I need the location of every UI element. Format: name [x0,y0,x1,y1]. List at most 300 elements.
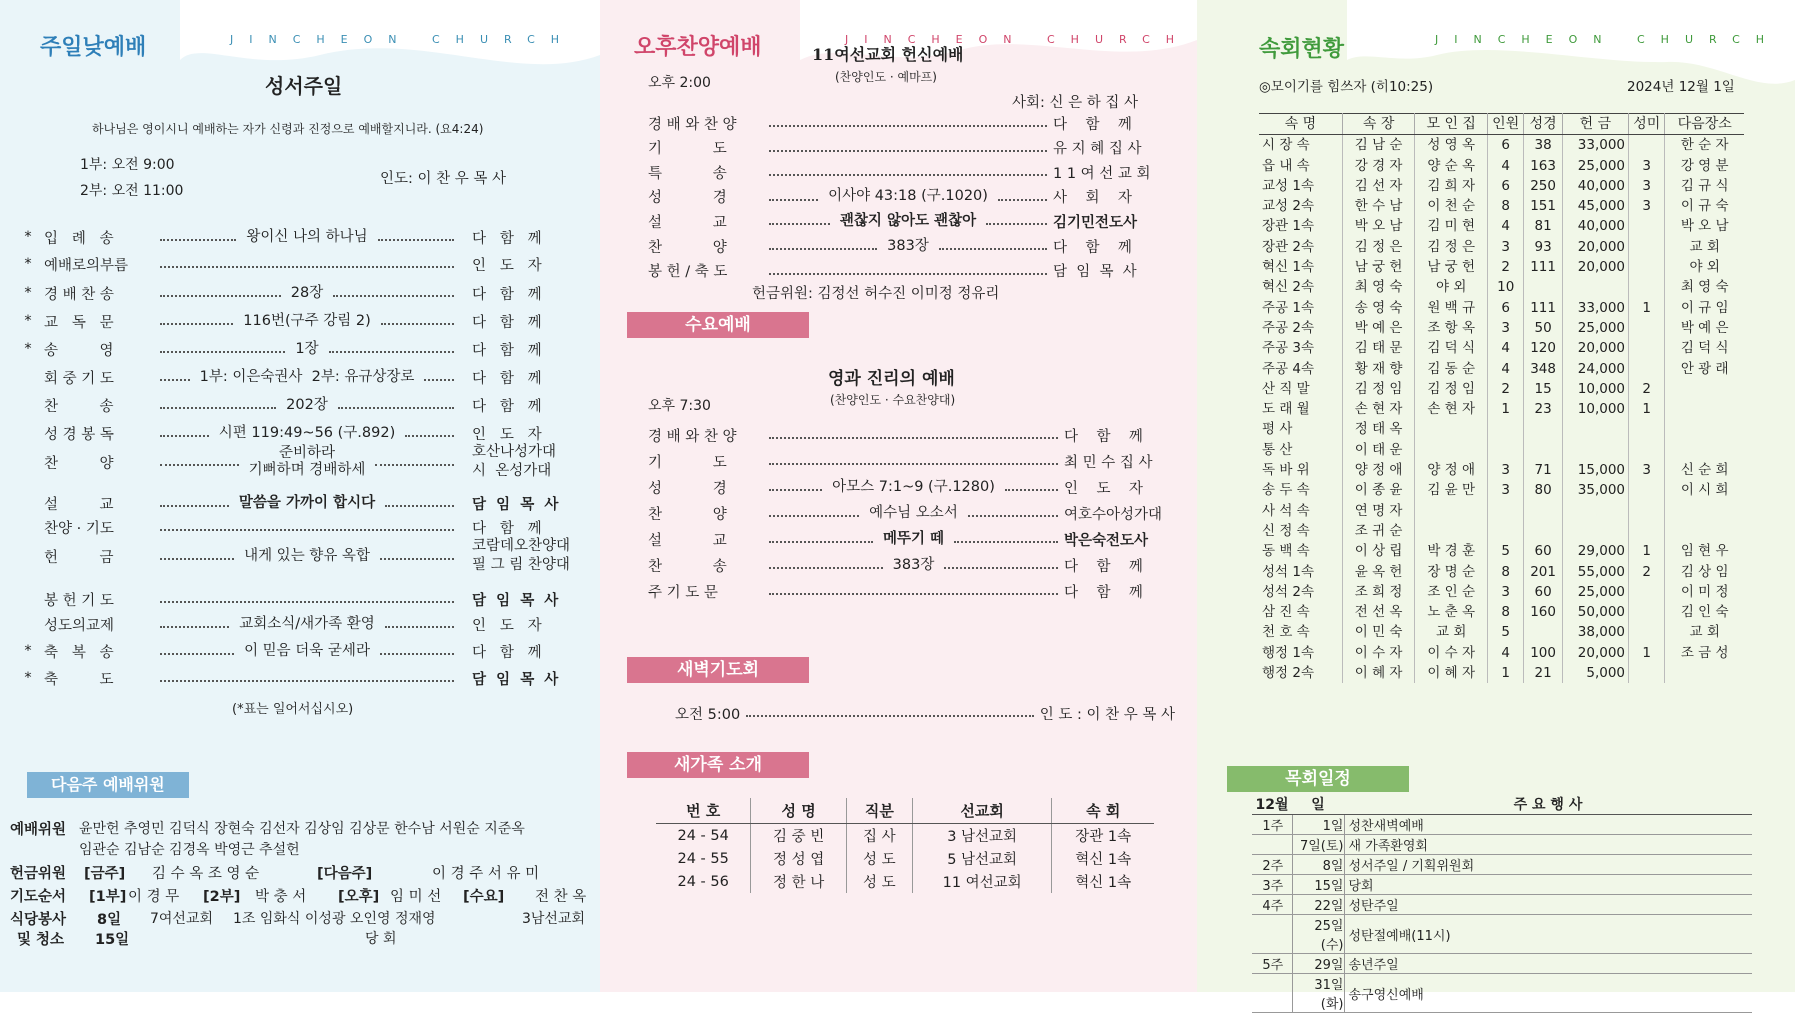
table-cell: 4주 [1252,895,1292,915]
order-item-name: 기 도 [648,454,727,471]
dot-leader [160,558,234,560]
brand-mark: JINCHEON CHURCH [1435,33,1781,46]
table-header: 주 요 행 사 [1344,794,1752,815]
table-cell: 성탄절예배(11시) [1344,915,1752,954]
table-cell: 25,000 [1562,156,1628,176]
table-cell: 60 [1524,582,1562,602]
table-cell: 29일 [1292,954,1344,974]
table-cell [1524,521,1562,541]
order-item-leader: 유 지 혜 집 사 [1053,141,1142,158]
table-cell: 10,000 [1562,399,1628,419]
table-cell: 11 여선교회 [912,870,1052,893]
dot-leader [160,464,239,466]
dot-leader [769,223,830,225]
dot-leader [160,295,281,297]
table-cell: 8 [1488,602,1524,622]
table-cell: 2 [1629,379,1665,399]
table-cell: 천 호 속 [1259,622,1342,642]
offering-this-week-names: 김 수 옥 조 영 순 [152,866,260,882]
order-row [648,112,1168,134]
table-header: 다음장소 [1665,114,1744,135]
groups-table [1259,113,1744,683]
order-item-name: 기 도 [648,141,727,158]
table-cell [1562,419,1628,439]
table-cell: 박 오 남 [1342,216,1415,236]
dot-leader [160,435,209,437]
table-cell: 김 정 은 [1415,237,1488,257]
dawn-prayer-label: 새벽기도회 [627,657,809,683]
table-cell: 김 동 순 [1415,359,1488,379]
table-cell: 성탄주일 [1344,895,1752,915]
table-cell: 교 회 [1689,624,1720,641]
table-row [656,870,1154,893]
table-header: 모 인 집 [1415,114,1488,135]
table-cell [1629,622,1665,642]
table-cell: 6 [1488,135,1524,156]
order-item-leader: 코람데오찬양대 필 그 림 찬양대 [472,538,571,573]
table-cell: 4 [1488,216,1524,236]
table-cell: 교성 1속 [1259,176,1342,196]
order-row [648,580,1176,602]
wednesday-special: 영과 진리의 예배 [828,369,955,389]
table-cell: 박 오 남 [1680,218,1729,235]
table-cell: 이 태 운 [1342,440,1415,460]
brand-mark: JINCHEON CHURCH [230,33,576,46]
dot-leader [1005,489,1058,491]
table-cell: 5 남선교회 [912,847,1052,870]
table-cell: 성서주일 / 기획위원회 [1344,855,1752,875]
prayer-pm-name: 임 미 선 [390,889,442,905]
table-cell [1665,440,1744,460]
table-cell: 교 회 [1415,622,1488,642]
table-cell: 이 혜 자 [1342,663,1415,683]
order-item-content: 383장 [887,237,929,254]
table-cell: 20,000 [1562,338,1628,358]
table-cell [1629,663,1665,683]
table-row [1259,460,1744,480]
meal-day-8-cleaning: 3남선교회 [522,911,586,927]
dot-leader [769,541,873,543]
table-cell [1629,480,1665,500]
table-row [1252,915,1752,954]
order-row [648,137,1168,159]
table-cell: 5 [1488,622,1524,642]
table-cell: 교 회 [1689,238,1720,255]
table-cell: 3주 [1252,875,1292,895]
table-cell: 도 래 월 [1259,399,1342,419]
table-row [1259,338,1744,358]
new-family-table [656,798,1154,893]
dot-leader [405,435,454,437]
service-leader: 인도: 이 찬 우 목 사 [380,171,506,187]
table-row [1259,440,1744,460]
order-row [648,210,1168,232]
table-cell: 5 [1488,541,1524,561]
order-item-name: 봉 헌 / 축 도 [648,264,728,281]
table-cell: 정 성 엽 [751,847,846,870]
table-row [1252,815,1752,835]
table-row [1259,359,1744,379]
table-cell [1629,216,1665,236]
table-cell: 120 [1524,338,1562,358]
table-cell: 사 석 속 [1259,501,1342,521]
order-row [22,640,577,662]
table-cell: 야 외 [1689,259,1720,276]
table-cell: 이 혜 자 [1415,663,1488,683]
table-cell [1665,379,1744,399]
table-cell: 8일 [1292,855,1344,875]
table-cell: 35,000 [1562,480,1628,500]
table-cell: 21 [1524,663,1562,683]
schedule-table [1252,794,1752,1013]
table-cell: 20,000 [1562,257,1628,277]
table-cell [1562,440,1628,460]
table-cell: 양 정 애 [1342,460,1415,480]
order-item-name: 경 배 와 찬 양 [648,428,737,445]
order-item-leader: 여호수아성가대 [1064,506,1163,523]
table-cell: 이 수 자 [1415,643,1488,663]
order-row [648,235,1168,257]
table-cell [1629,419,1665,439]
dot-leader [338,407,454,409]
order-row [22,537,577,575]
table-cell: 3 [1488,318,1524,338]
table-header: 12월 [1252,794,1292,815]
table-cell: 조 희 정 [1342,582,1415,602]
order-item-leader: 인 도 자 [472,257,542,274]
table-cell [1665,521,1744,541]
table-cell: 삼 진 속 [1259,602,1342,622]
table-cell [1629,277,1665,297]
table-cell: 손 현 자 [1342,399,1415,419]
order-item-content: 1부: 이은숙권사 2부: 유규상장로 [199,368,415,385]
table-cell: 10 [1488,277,1524,297]
order-star: * [24,229,32,245]
table-row [1259,562,1744,582]
table-cell: 20,000 [1562,643,1628,663]
order-item-leader: 담 임 목 사 [1053,264,1137,281]
dot-leader [160,626,229,628]
order-row [22,226,577,248]
table-cell [1415,440,1488,460]
order-row [22,443,577,481]
table-cell: 주공 4속 [1259,359,1342,379]
dot-leader [160,323,233,325]
table-cell: 81 [1524,216,1562,236]
table-cell: 이 미 정 [1680,583,1729,600]
table-cell: 교성 2속 [1259,196,1342,216]
table-row [1259,298,1744,318]
table-cell: 5주 [1252,954,1292,974]
prayer-order-label: 기도순서 [10,889,67,905]
order-item-content: 1장 [295,340,319,357]
order-item-leader: 다 함 께 [472,398,542,415]
table-cell [1629,135,1665,156]
table-row [1259,480,1744,500]
dot-leader [375,464,454,466]
order-item-leader: 다 함 께 [1053,116,1132,133]
order-item-name: 송 영 [44,342,114,359]
table-cell: 당회 [1344,875,1752,895]
table-cell: 전 선 옥 [1342,602,1415,622]
table-cell: 행정 1속 [1259,643,1342,663]
table-cell: 1 [1629,298,1665,318]
dot-leader [769,199,818,201]
offering-committee-label: 헌금위원 [10,866,67,882]
order-row [648,161,1168,183]
table-row [1259,318,1744,338]
dot-leader [769,463,1058,465]
table-cell: 김 정 임 [1415,379,1488,399]
order-item-content: 시편 119:49~56 (구.892) [218,424,396,441]
order-item-leader: 다 함 께 [1064,584,1143,601]
order-item-name: 찬 양 [44,455,114,472]
table-cell: 신 순 희 [1680,462,1729,479]
afternoon-panel [600,0,1197,992]
order-item-name: 찬 양 [648,239,727,256]
order-item-name: 경 배 찬 송 [44,286,114,303]
order-item-name: 설 교 [648,532,727,549]
table-cell: 20,000 [1562,237,1628,257]
table-cell: 3 [1629,196,1665,216]
table-cell [1415,501,1488,521]
table-cell: 111 [1524,257,1562,277]
table-cell: 김 중 빈 [751,824,846,848]
table-cell: 강 영 분 [1680,157,1729,174]
table-row [1259,379,1744,399]
order-item-leader: 다 함 께 [472,230,542,247]
dot-leader [160,351,285,353]
table-row [1259,257,1744,277]
standing-note: (*표는 일어서십시오) [232,702,354,717]
table-cell: 3 [1629,460,1665,480]
prayer-1-tag: [1부] [89,889,127,905]
header-wave [1197,0,1795,130]
order-star: * [24,313,32,329]
order-row [648,424,1176,446]
table-row [1259,216,1744,236]
table-cell: 혁신 1속 [1259,257,1342,277]
table-cell: 24 - 55 [656,847,751,870]
dawn-prayer-row [675,702,1175,724]
table-row [1252,875,1752,895]
table-cell [1629,440,1665,460]
order-item-name: 경 배 와 찬 양 [648,116,737,133]
table-cell: 평 사 [1259,419,1342,439]
dot-leader [968,515,1058,517]
table-cell: 남 궁 헌 [1342,257,1415,277]
order-row [648,450,1176,472]
order-item-content: 괜찮지 않아도 괜찮아 [839,213,977,230]
table-cell: 10,000 [1562,379,1628,399]
table-cell [1629,582,1665,602]
order-row [648,554,1176,576]
table-cell: 정 태 옥 [1342,419,1415,439]
table-cell: 김 선 자 [1342,176,1415,196]
wednesday-special-sub: (찬양인도 · 수요찬양대) [830,393,956,407]
table-cell: 33,000 [1562,135,1628,156]
dot-leader [769,174,1047,176]
order-item-name: 성도의교제 [44,617,115,634]
table-cell: 장 명 순 [1415,562,1488,582]
table-cell: 50,000 [1562,602,1628,622]
order-star: * [24,285,32,301]
table-cell: 조 인 순 [1415,582,1488,602]
table-cell: 주공 1속 [1259,298,1342,318]
table-cell: 38,000 [1562,622,1628,642]
dot-leader [329,351,454,353]
table-cell: 성찬새벽예배 [1344,815,1752,835]
table-row [1259,663,1744,683]
table-cell: 김 희 자 [1415,176,1488,196]
table-cell: 원 백 규 [1415,298,1488,318]
dot-leader [333,295,454,297]
table-row [1252,835,1752,855]
table-cell: 3 [1629,176,1665,196]
table-cell: 80 [1524,480,1562,500]
table-cell [1665,501,1744,521]
table-cell: 읍 내 속 [1259,156,1342,176]
dot-leader [939,248,1047,250]
table-cell: 장관 1속 [1075,829,1132,845]
table-cell [1252,974,1292,1013]
order-item-leader: 다 함 께 [1064,428,1143,445]
table-cell: 이 시 희 [1680,482,1729,499]
table-cell: 4 [1488,643,1524,663]
order-item-content: 아모스 7:1~9 (구.1280) [832,478,995,495]
table-cell: 양 순 옥 [1415,156,1488,176]
table-cell: 김 규 식 [1680,177,1729,194]
table-row [1259,419,1744,439]
table-cell: 2 [1488,379,1524,399]
table-cell: 1 [1629,643,1665,663]
table-cell: 1일 [1292,815,1344,835]
table-cell: 주공 3속 [1259,338,1342,358]
dot-leader [160,379,190,381]
worship-committee-label: 예배위원 [10,822,67,838]
table-cell: 33,000 [1562,298,1628,318]
dot-leader [769,567,883,569]
table-cell: 40,000 [1562,176,1628,196]
dot-leader [385,626,454,628]
table-cell: 15일 [1292,875,1344,895]
order-item-content: 교회소식/새가족 환영 [239,615,375,632]
table-cell: 한 수 남 [1342,196,1415,216]
order-item-leader: 호산나성가대 시 온성가대 [472,444,557,479]
table-cell: 김 인 숙 [1680,604,1729,621]
dot-leader [424,379,454,381]
order-item-content: 예수님 오소서 [869,504,958,521]
offering-next-week-names: 이 경 주 서 유 미 [432,866,540,882]
dot-leader [769,437,1058,439]
groups-motto: ◎모이기를 힘쓰자 (히10:25) [1259,79,1434,95]
table-cell: 야 외 [1415,277,1488,297]
table-header: 속 회 [1052,798,1154,824]
table-cell: 25,000 [1562,582,1628,602]
table-cell: 3 [1488,582,1524,602]
table-cell: 정 한 나 [751,870,846,893]
order-item-name: 설 교 [648,214,727,231]
table-cell: 29,000 [1562,541,1628,561]
order-item-name: 설 교 [44,496,114,513]
table-row [1259,196,1744,216]
order-row [22,613,577,635]
afternoon-title: 오후찬양예배 [634,35,762,60]
table-cell: 201 [1524,562,1562,582]
sunday-title: 주일낮예배 [40,35,147,60]
table-row [1259,541,1744,561]
table-row [1259,176,1744,196]
table-cell [1629,237,1665,257]
table-row [1259,135,1744,156]
order-item-content: 내게 있는 향유 옥합 [244,547,370,564]
table-cell [1524,419,1562,439]
table-cell: 송년주일 [1344,954,1752,974]
table-row [656,847,1154,870]
table-cell: 100 [1524,643,1562,663]
table-cell: 장관 1속 [1259,216,1342,236]
order-item-name: 축 복 송 [44,644,114,661]
meal-day-8-team: 1조 임화식 이성광 오인영 정재영 [233,911,436,927]
order-row [22,310,577,332]
table-row [656,824,1154,848]
order-item-content: 메뚜기 떼 [882,530,945,547]
table-cell: 혁신 1속 [1075,875,1132,891]
dot-leader [160,505,229,507]
order-row [648,186,1168,208]
table-cell: 손 현 자 [1415,399,1488,419]
table-cell: 박 경 훈 [1415,541,1488,561]
order-item-name: 헌 금 [44,549,114,566]
table-cell [1488,440,1524,460]
dot-leader [160,680,454,682]
table-cell: 성 영 옥 [1415,135,1488,156]
table-cell [1524,277,1562,297]
order-item-leader: 1 1 여 선 교 회 [1053,165,1151,182]
afternoon-offering: 헌금위원: 김정선 허수진 이미정 정유리 [752,286,1000,302]
table-cell: 40,000 [1562,216,1628,236]
table-cell: 김 덕 식 [1680,340,1729,357]
dot-leader [160,407,276,409]
table-cell: 독 바 위 [1259,460,1342,480]
table-cell: 4 [1488,359,1524,379]
order-row [22,394,577,416]
table-cell [1562,521,1628,541]
order-row [22,588,577,610]
order-item-leader: 다 함 께 [472,342,542,359]
groups-panel [1197,0,1795,1012]
table-cell: 김 정 은 [1342,237,1415,257]
table-cell: 이 수 자 [1342,643,1415,663]
special-service-title: 11여선교회 헌신예배 [812,45,964,64]
order-item-leader: 다 함 께 [472,370,542,387]
meal-service-label-2: 및 청소 [17,932,65,948]
table-row [1259,602,1744,622]
dot-leader [160,601,454,603]
order-item-name: 성 경 [648,190,727,207]
meal-day-8: 8일 [97,912,122,928]
table-cell [1252,915,1292,954]
order-item-name: 찬 송 [648,558,727,575]
order-item-leader: 박은숙전도사 [1064,532,1149,549]
meal-day-15: 15일 [95,932,130,948]
table-cell: 연 명 자 [1342,501,1415,521]
order-row [648,502,1176,524]
table-cell: 혁신 1속 [1075,852,1132,868]
table-header: 선교회 [912,798,1052,824]
table-cell: 38 [1524,135,1562,156]
order-item-leader: 인 도 자 [472,617,542,634]
